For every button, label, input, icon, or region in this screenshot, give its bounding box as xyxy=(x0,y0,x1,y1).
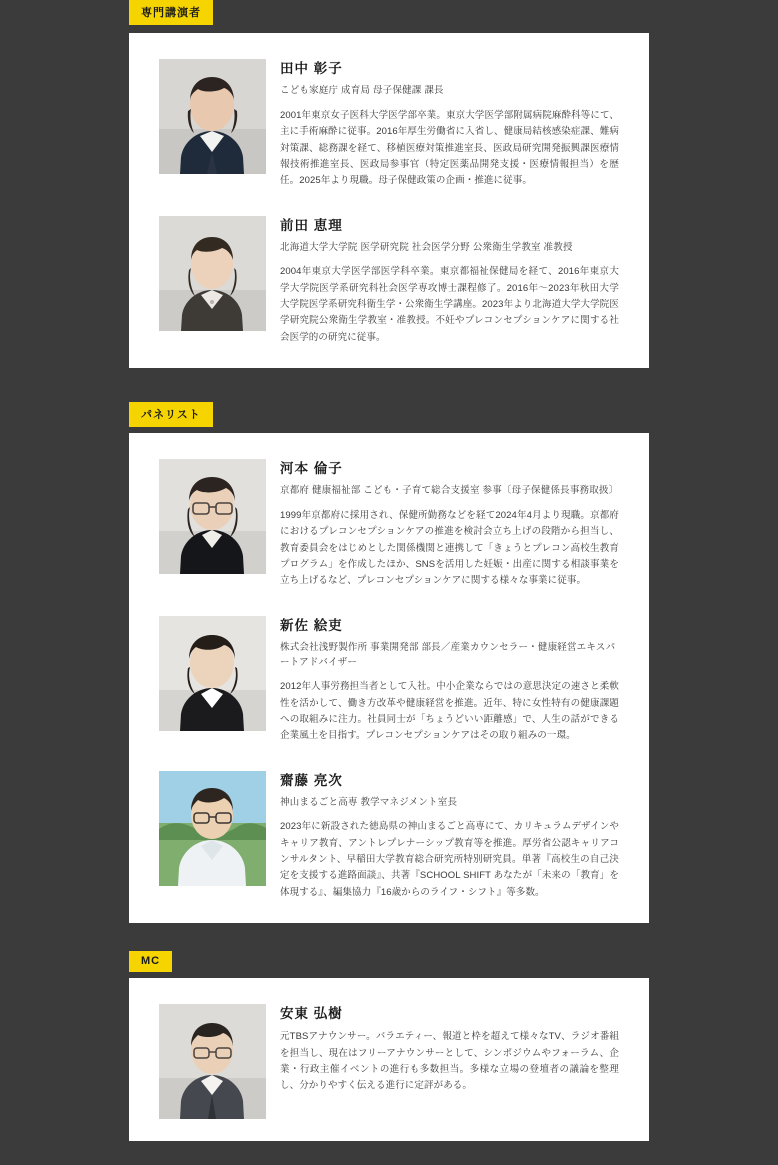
person-title: 京都府 健康福祉部 こども・子育て総合支援室 参事〔母子保健係長事務取扱〕 xyxy=(280,485,619,497)
person-title: こども家庭庁 成育局 母子保健課 課長 xyxy=(280,85,444,97)
photo-kawamoto xyxy=(159,459,266,574)
person-info xyxy=(280,771,619,902)
person-entry xyxy=(159,1004,619,1119)
person-info xyxy=(280,216,619,347)
section-gap xyxy=(0,368,778,402)
person-entry xyxy=(159,59,619,190)
person-bio: 2012年人事労務担当者として入社。中小企業ならではの意思決定の速さと柔軟性を活かして、働き方改革や健康経営を推進。近年、特に女性特有の健康課題への取組みに注力。社員同士が「ちょうどいい距離感」で、人生の話ができる企業風土を目指す。プレコンセプションケアはその取り組みの一環。 xyxy=(280,681,619,742)
person-title: 神山まるごと高専 教学マネジメント室長 xyxy=(280,796,458,808)
section-label-speakers: 専門講演者 xyxy=(129,0,213,25)
photo-saito xyxy=(159,771,266,886)
person-entry xyxy=(159,216,619,347)
speakers-card xyxy=(129,33,649,368)
person-name: 新佐 絵吏 xyxy=(280,617,343,633)
person-name: 河本 倫子 xyxy=(280,461,343,477)
person-entry xyxy=(159,771,619,902)
person-bio: 1999年京都府に採用され、保健所勤務などを経て2024年4月より現職。京都府におけるプレコンセプションケアの推進を検討会立ち上げの段階から担当し、教育委員会をはじめとした関係機関と連携して「きょうとプレコン高校生教育プログラム」を作成したほか、SNSを活用した妊娠・出産に関する相談事業を立ち上げるなど、プレコンセプションケアに関する様々な事業に従事。 xyxy=(280,510,619,587)
mc-card xyxy=(129,978,649,1141)
photo-maeda xyxy=(159,216,266,331)
person-info xyxy=(280,1004,619,1095)
photo-shinsa xyxy=(159,616,266,731)
section-speakers xyxy=(0,0,778,368)
person-title: 株式会社浅野製作所 事業開発部 部長／産業カウンセラー・健康経営エキスパートアドバイザー xyxy=(280,641,616,668)
person-entry xyxy=(159,459,619,590)
person-bio: 2001年東京女子医科大学医学部卒業。東京大学医学部附属病院麻酔科等にて、主に手術麻酔に従事。2016年厚生労働省に入省し、健康局結核感染症課、難病対策課、総務課を経て、移植医療対策推進室長、医政局研究開発振興課医療情報技術推進室長、医政局参事官（特定医薬品開発支援・医療情報担当）を歴任。2025年より現職。母子保健政策の企画・推進に従事。 xyxy=(280,109,619,187)
photo-ando xyxy=(159,1004,266,1119)
section-panelists xyxy=(0,402,778,923)
person-name: 田中 彰子 xyxy=(280,61,343,76)
person-name: 安東 弘樹 xyxy=(280,1006,343,1022)
person-info xyxy=(280,459,619,590)
section-label-mc: MC xyxy=(129,951,172,972)
section-gap xyxy=(0,923,778,951)
person-bio: 元TBSアナウンサー。バラエティー、報道と枠を超えて様々なTV、ラジオ番組を担当し、現在はフリーアナウンサーとして、シンポジウムやフォーラム、企業・行政主催イベントの進行も多数担当。多様な立場の登壇者の議論を整理し、分かりやすく伝える進行に定評がある。 xyxy=(280,1031,619,1092)
section-mc xyxy=(0,951,778,1141)
person-info xyxy=(280,616,619,745)
person-name: 齋藤 亮次 xyxy=(280,772,343,788)
person-title: 北海道大学大学院 医学研究院 社会医学分野 公衆衛生学教室 准教授 xyxy=(280,241,573,253)
panelists-card xyxy=(129,433,649,923)
photo-tanaka xyxy=(159,59,266,174)
person-entry xyxy=(159,616,619,745)
person-bio: 2023年に新設された徳島県の神山まるごと高専にて、カリキュラムデザインやキャリア教育、アントレプレナーシップ教育等を推進。厚労省公認キャリアコンサルタント、早稲田大学教育総合研究所特別研究員。単著『高校生の自己決定を支援する進路面談』、共著『SCHOOL SHIFT あなたが「未来の「教育」を体現する』、編集協力『16歳からのライフ・シフト』等多数。 xyxy=(280,821,619,898)
section-label-panelists: パネリスト xyxy=(129,402,213,427)
person-name: 前田 恵理 xyxy=(280,217,343,233)
person-info xyxy=(280,59,619,190)
person-bio: 2004年東京大学医学部医学科卒業。東京都福祉保健局を経て、2016年東京大学大学院医学系研究科社会医学専攻博士課程修了。2016年〜2023年秋田大学大学院医学系研究科衛生学・公衆衛生学講座。2023年より北海道大学大学院医学研究院公衆衛生学教室・准教授。不妊やプレコンセプションケアに関する社会医学的の研究に従事。 xyxy=(280,266,619,343)
